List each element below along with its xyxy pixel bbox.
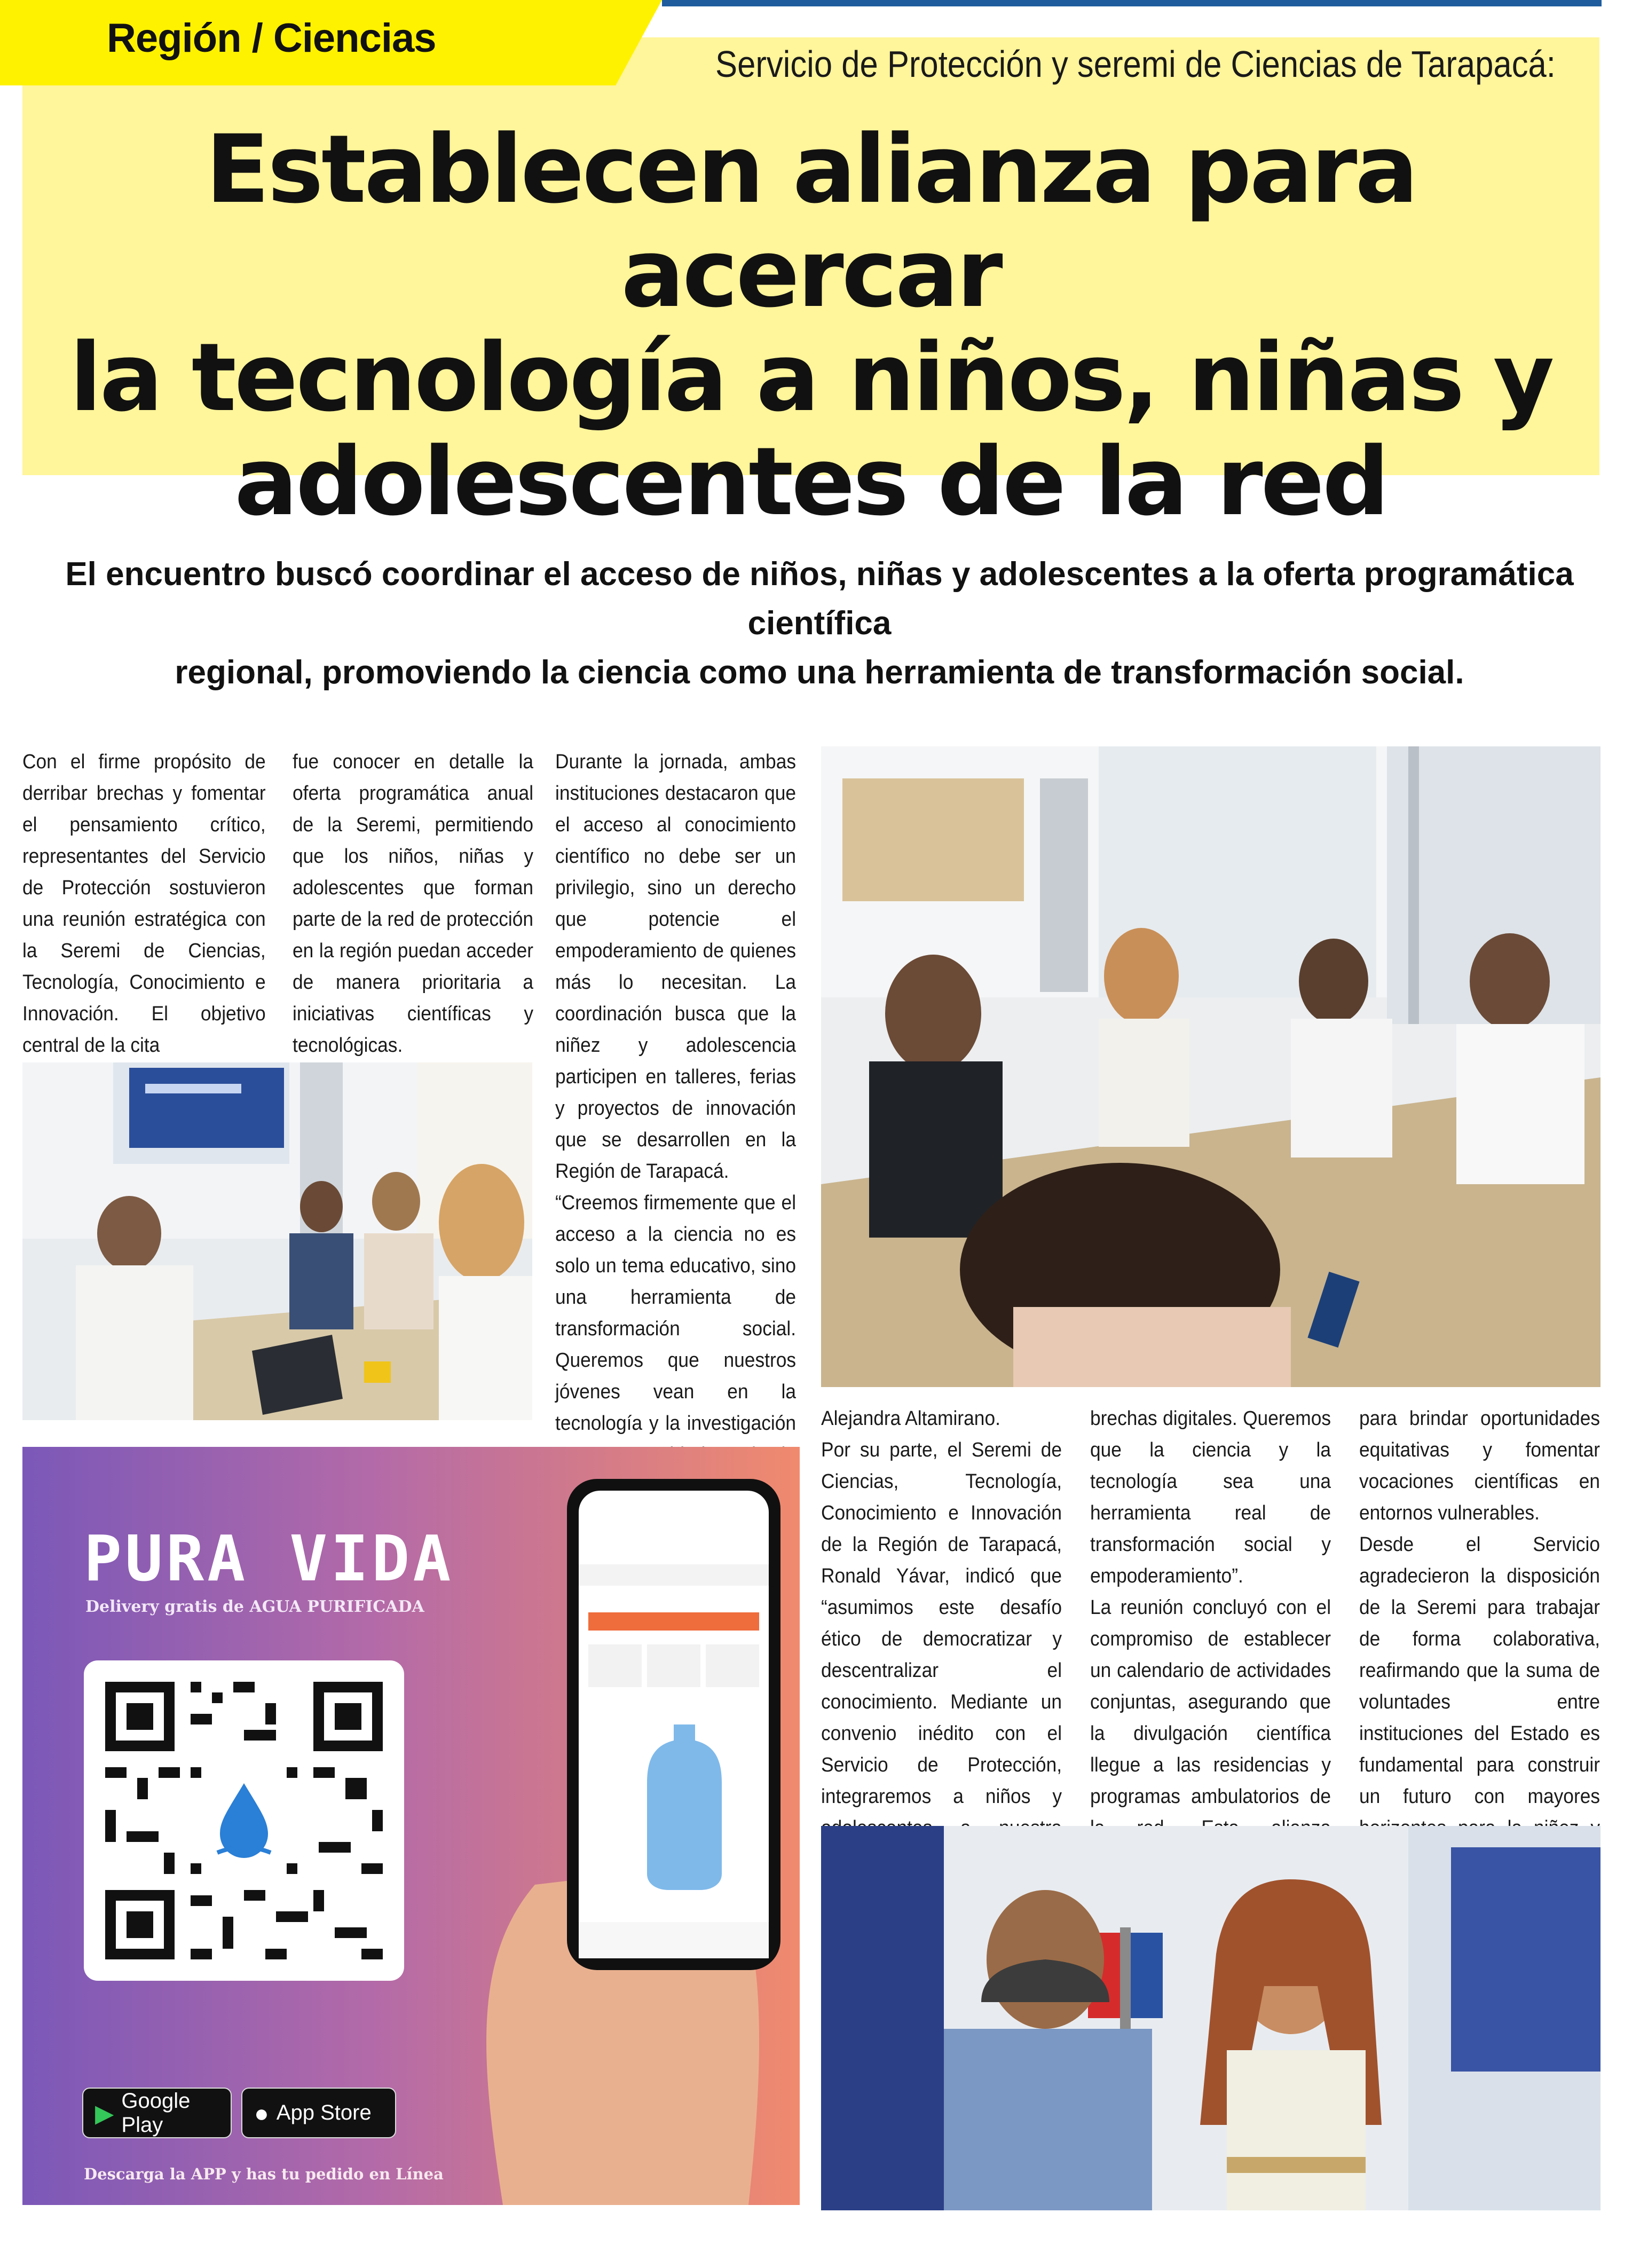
google-play-icon: ▶	[95, 2099, 114, 2127]
paragraph: “Creemos firmemente que el acceso a la ciencia no es solo un tema educativo, sino una herramienta de transformación social. Queremos que nuestros jóvenes vean en la tecnología y la investigación	[555, 1192, 797, 1435]
paragraph: Con el firme propósito de derribar brechas y fomentar el pensamiento crítico, representantes del Servicio de Protección sostuvieron una reunión estratégica con la Seremi de Ciencias, Tecnología, Conocimiento e Innovación. El objetivo central de la cita	[22, 751, 266, 1057]
paragraph: La reunión concluyó con el compromiso de establecer un calendario de actividades conjuntas, asegurando que la divulgación científica llegue a las residencias y programas ambulatorios de	[1090, 1596, 1331, 1808]
meeting-photo-large	[821, 746, 1600, 1387]
section-label: Región / Ciencias	[107, 15, 436, 61]
water-drop-icon	[217, 1783, 271, 1858]
ad-tagline: Delivery gratis de AGUA PURIFICADA	[85, 1597, 424, 1616]
google-play-label: Google Play	[121, 2089, 191, 2137]
article-column-2	[293, 746, 533, 1061]
app-store-badge[interactable]	[241, 2088, 396, 2138]
lead-line: regional, promoviendo la ciencia como una herramienta de transformación social.	[175, 654, 1464, 691]
phone-in-hand-illustration	[439, 1479, 780, 2205]
qr-code[interactable]	[84, 1660, 404, 1981]
paragraph: Alejandra Altamirano.	[821, 1407, 1000, 1430]
headline-line: la tecnología a niños, niñas y	[69, 323, 1552, 432]
paragraph: Por su parte, el Seremi de Ciencias, Tecnología, Conocimiento e Innovación de la Región de Tarapacá, Ronald Yávar, indicó que “asumimos este desafío ético de democratizar y descentralizar el conocimiento. Mediante un convenio inédito con el Servicio de Protección, integraremos a niños y	[821, 1439, 1062, 1808]
article-column-3	[555, 746, 796, 1565]
headline-line: adolescentes de la red	[234, 427, 1387, 537]
headline	[22, 115, 1599, 537]
paragraph: Desde el Servicio agradecieron la disposición de la Seremi para trabajar de forma colaborativa, reafirmando que la suma de voluntades entre instituciones del Estado es fundamental para construir un futuro con mayores	[1359, 1533, 1600, 1808]
top-rule	[662, 0, 1602, 6]
lead-paragraph	[32, 550, 1607, 697]
paragraph: Durante la jornada, ambas instituciones destacaron que el acceso al conocimiento científico no debe ser un privilegio, sino un derecho que potencie el empoderamiento de quienes más lo necesitan. La coordinación busca que la niñez y adolescencia participen en talleres, ferias y proyectos de innovación que se desarrollen en la Región de Tarapacá.	[555, 751, 797, 1183]
headline-line: Establecen alianza para acercar	[205, 115, 1417, 328]
paragraph: fue conocer en detalle la oferta programática anual de la Seremi, permitiendo que los niños, niñas y adolescentes que forman parte de la red de protección en la región puedan acceder de manera prioritaria a iniciativas científicas y tecnológicas.	[293, 751, 534, 1057]
google-play-badge[interactable]	[82, 2088, 232, 2138]
paragraph: para brindar oportunidades equitativas y fomentar vocaciones científicas en entornos vulnerables.	[1359, 1407, 1600, 1524]
kicker: Servicio de Protección y seremi de Ciencias de Tarapacá:	[715, 43, 1556, 85]
paragraph: brechas digitales. Queremos que la ciencia y la tecnología sea una herramienta real de transformación social y empoderamiento”.	[1090, 1407, 1331, 1587]
ad-footer: Descarga la APP y has tu pedido en Línea	[84, 2165, 444, 2183]
article-column-1	[22, 746, 266, 1061]
article-column-5	[1090, 1403, 1331, 1876]
lead-line: El encuentro buscó coordinar el acceso de niños, niñas y adolescentes a la oferta programática científica	[65, 556, 1574, 642]
officials-photo	[821, 1826, 1600, 2210]
apple-icon: ●	[254, 2099, 269, 2127]
advertisement	[22, 1447, 800, 2205]
ad-brand: PURA VIDA	[84, 1522, 454, 1595]
meeting-photo-small	[22, 1062, 532, 1420]
app-store-label: App Store	[276, 2101, 372, 2124]
